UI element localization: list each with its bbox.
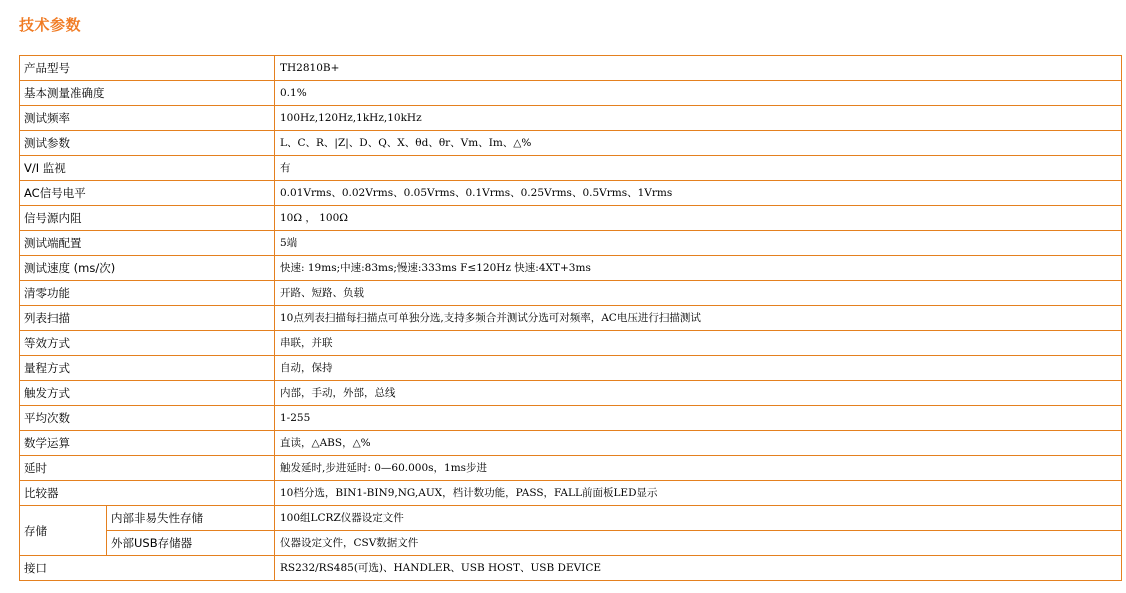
table-row	[20, 181, 1122, 206]
table-row-storage-usb	[20, 531, 1122, 556]
row-value: 1-255	[275, 406, 1122, 431]
row-label: 数学运算	[20, 431, 275, 456]
table-row	[20, 56, 1122, 81]
row-value: 串联，并联	[275, 331, 1122, 356]
row-label: 测试参数	[20, 131, 275, 156]
row-value: 触发延时,步进延时: 0—60.000s，1ms步进	[275, 456, 1122, 481]
row-value-usb-storage: 仪器设定文件，CSV数据文件	[275, 531, 1122, 556]
row-value: 直读，△ABS，△%	[275, 431, 1122, 456]
table-row-interface	[20, 556, 1122, 581]
row-value: 0.01Vrms、0.02Vrms、0.05Vrms、0.1Vrms、0.25Vrms、0.5Vrms、1Vrms	[275, 181, 1122, 206]
row-label: 清零功能	[20, 281, 275, 306]
row-value: 快速: 19ms;中速:83ms;慢速:333ms F≤120Hz 快速:4XT+3ms	[275, 256, 1122, 281]
row-value: 10点列表扫描每扫描点可单独分选,支持多频合并测试分选可对频率，AC电压进行扫描测试	[275, 306, 1122, 331]
table-row	[20, 281, 1122, 306]
row-label: 触发方式	[20, 381, 275, 406]
row-value: 自动，保持	[275, 356, 1122, 381]
row-value: 0.1%	[275, 81, 1122, 106]
table-row	[20, 381, 1122, 406]
row-value: 开路、短路、负载	[275, 281, 1122, 306]
row-value: 内部，手动，外部，总线	[275, 381, 1122, 406]
row-label: 信号源内阻	[20, 206, 275, 231]
table-row	[20, 406, 1122, 431]
row-value: L、C、R、|Z|、D、Q、X、θd、θr、Vm、Im、△%	[275, 131, 1122, 156]
row-label: 测试速度 (ms/次)	[20, 256, 275, 281]
row-label: 测试端配置	[20, 231, 275, 256]
row-value: 有	[275, 156, 1122, 181]
spec-table	[19, 55, 1122, 581]
table-row	[20, 481, 1122, 506]
row-value: 5端	[275, 231, 1122, 256]
row-value: 10Ω ， 100Ω	[275, 206, 1122, 231]
row-sublabel-internal-storage: 内部非易失性存储	[107, 506, 275, 531]
table-row	[20, 206, 1122, 231]
row-value-interface: RS232/RS485(可选)、HANDLER、USB HOST、USB DEVICE	[275, 556, 1122, 581]
row-label: 等效方式	[20, 331, 275, 356]
row-label: 列表扫描	[20, 306, 275, 331]
table-row	[20, 256, 1122, 281]
row-label: 基本测量准确度	[20, 81, 275, 106]
row-value: TH2810B+	[275, 56, 1122, 81]
table-row	[20, 156, 1122, 181]
table-row	[20, 431, 1122, 456]
row-label-interface: 接口	[20, 556, 275, 581]
row-value: 10档分选，BIN1-BIN9,NG,AUX，档计数功能，PASS，FALL前面板LED显示	[275, 481, 1122, 506]
row-value: 100Hz,120Hz,1kHz,10kHz	[275, 106, 1122, 131]
table-row	[20, 356, 1122, 381]
row-sublabel-usb-storage: 外部USB存储器	[107, 531, 275, 556]
row-label: 测试频率	[20, 106, 275, 131]
table-row	[20, 306, 1122, 331]
row-label: AC信号电平	[20, 181, 275, 206]
table-row	[20, 131, 1122, 156]
row-label-storage: 存储	[20, 506, 107, 556]
spec-table-body	[20, 56, 1122, 581]
table-row	[20, 331, 1122, 356]
row-label: 产品型号	[20, 56, 275, 81]
row-label: V/I 监视	[20, 156, 275, 181]
row-value-internal-storage: 100组LCRZ仪器设定文件	[275, 506, 1122, 531]
section-title: 技术参数	[19, 16, 82, 34]
table-row	[20, 81, 1122, 106]
row-label: 平均次数	[20, 406, 275, 431]
table-row	[20, 231, 1122, 256]
table-row-storage-internal	[20, 506, 1122, 531]
row-label: 量程方式	[20, 356, 275, 381]
row-label: 延时	[20, 456, 275, 481]
table-row	[20, 456, 1122, 481]
table-row	[20, 106, 1122, 131]
row-label: 比较器	[20, 481, 275, 506]
